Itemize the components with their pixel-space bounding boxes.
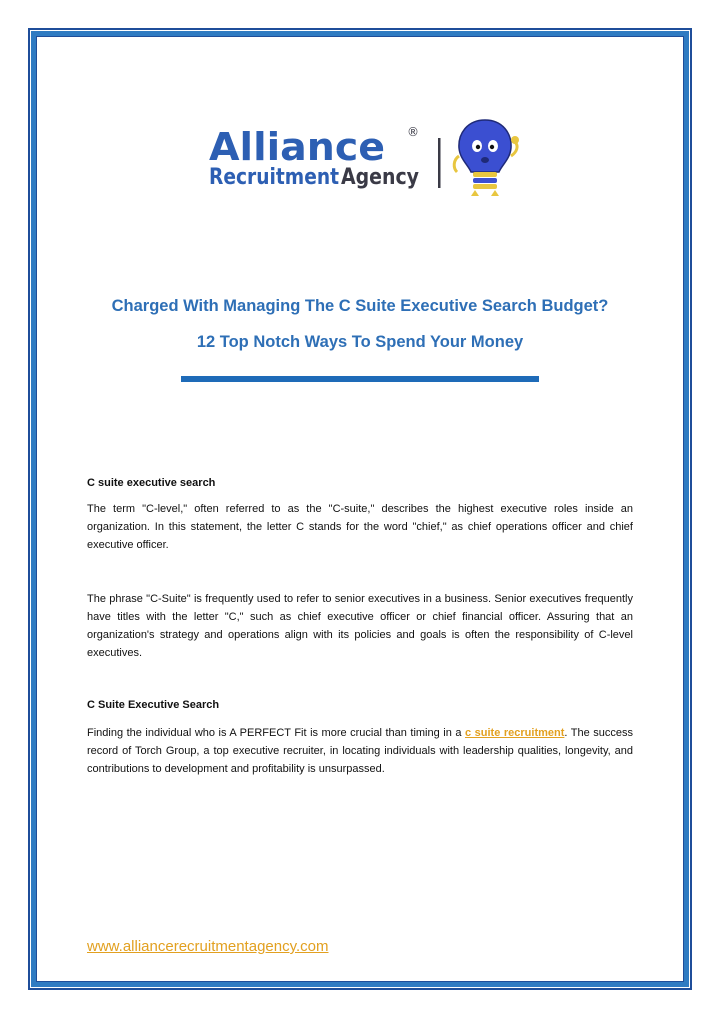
section-heading-2: C Suite Executive Search [87, 699, 220, 711]
paragraph-2: The phrase "C-Suite" is frequently used to refer to senior executives in a business. Senior executives frequently have titles with the letter "C," such as chief executive officer or chief financial officer. Assuring that an organization's strategy and operations align with its policies and goals is often the responsibility of C-level executives. [87, 593, 633, 659]
document-title: Charged With Managing The C Suite Executive Search Budget? [111, 297, 609, 315]
paragraph-3 [87, 724, 633, 778]
paragraph-3-text-after: . The success record of Torch Group, a top executive recruiter, in locating individuals with leadership qualities, longevity, and contributions to development and profitability is unsurpassed. [87, 727, 633, 775]
logo-word-agency: Agency [341, 165, 419, 190]
paragraph-3-text-before: Finding the individual who is A PERFECT Fit is more crucial than timing in a [87, 727, 466, 739]
lightbulb-mascot-icon [454, 120, 519, 196]
c-suite-recruitment-link[interactable]: c suite recruitment [465, 727, 565, 739]
document-subtitle: 12 Top Notch Ways To Spend Your Money [196, 333, 524, 351]
logo-registered-mark: ® [407, 125, 419, 139]
company-logo [205, 112, 525, 198]
logo-divider [438, 138, 441, 188]
paragraph-1: The term "C-level," often referred to as the "C-suite," describes the highest executive roles inside an organization. In this statement, the letter C stands for the word "chief," as chief operations officer and chief executive officer. [87, 503, 633, 551]
footer-website-link[interactable]: www.alliancerecruitmentagency.com [87, 938, 329, 955]
title-underline-rule [181, 376, 539, 382]
section-heading-1: C suite executive search [87, 477, 216, 489]
logo-word-alliance: Alliance [209, 125, 385, 169]
logo-word-recruitment: Recruitment [209, 165, 340, 190]
